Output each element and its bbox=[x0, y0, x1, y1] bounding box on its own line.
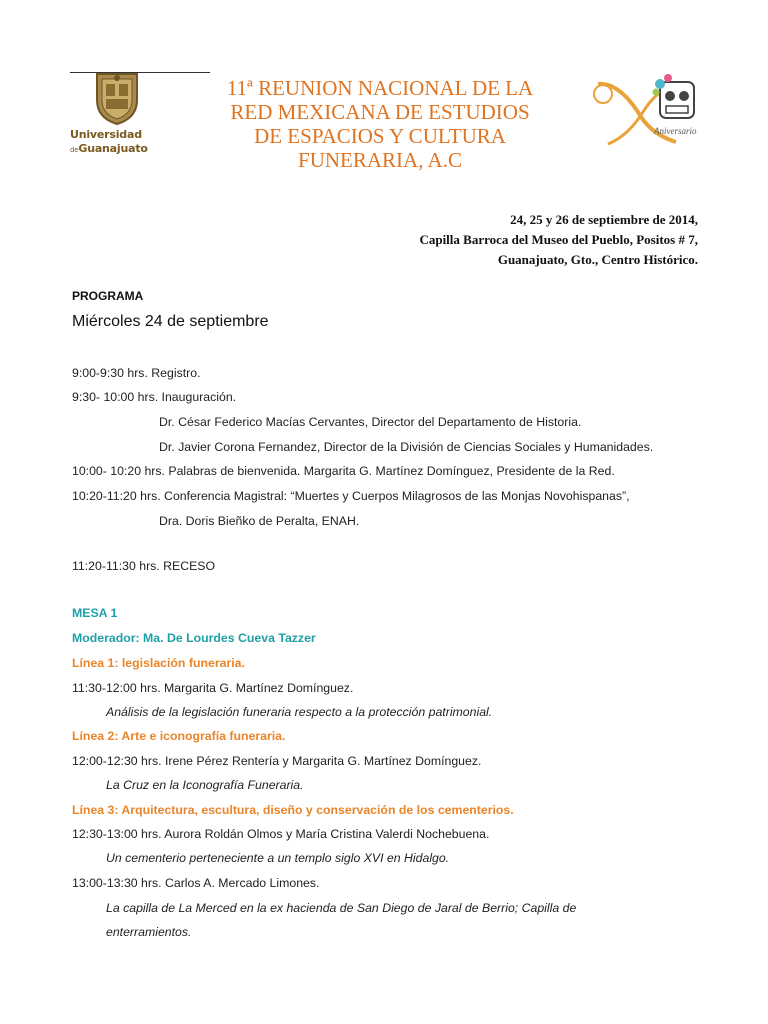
event-dates: 24, 25 y 26 de septiembre de 2014, bbox=[510, 212, 698, 227]
title-line: 11ª REUNION NACIONAL DE LA bbox=[226, 76, 534, 100]
schedule-line: 10:20-11:20 hrs. Conferencia Magistral: “Muertes y Cuerpos Milagrosos de las Monjas Novohispanas”, bbox=[72, 489, 630, 503]
page-title bbox=[210, 76, 550, 172]
program-heading: PROGRAMA bbox=[72, 289, 144, 303]
logo-text-small: de bbox=[70, 146, 79, 154]
day-heading: Miércoles 24 de septiembre bbox=[72, 313, 269, 330]
logo-text-line1: Universidad bbox=[70, 128, 142, 141]
talk-time-speaker: 13:00-13:30 hrs. Carlos A. Mercado Limones. bbox=[72, 876, 320, 890]
event-city: Guanajuato, Gto., Centro Histórico. bbox=[497, 252, 698, 267]
talk-time-speaker: 12:30-13:00 hrs. Aurora Roldán Olmos y María Cristina Valerdi Nochebuena. bbox=[72, 827, 490, 841]
schedule-line: 9:00-9:30 hrs. Registro. bbox=[72, 366, 201, 380]
mesa-title: MESA 1 bbox=[72, 606, 118, 620]
talk-title: enterramientos. bbox=[106, 925, 192, 939]
mesa-moderator: Moderador: Ma. De Lourdes Cueva Tazzer bbox=[72, 631, 316, 645]
schedule-line: Dra. Doris Bieñko de Peralta, ENAH. bbox=[159, 514, 360, 528]
talk-time-speaker: 11:30-12:00 hrs. Margarita G. Martínez Domínguez. bbox=[72, 681, 354, 695]
logo-text-line2 bbox=[70, 142, 170, 155]
title-line: RED MEXICANA DE ESTUDIOS bbox=[230, 100, 530, 124]
crest-icon bbox=[92, 70, 142, 126]
event-info bbox=[258, 210, 698, 270]
anniversary-x-icon bbox=[588, 72, 708, 152]
talk-title: Un cementerio perteneciente a un templo siglo XVI en Hidalgo. bbox=[106, 851, 450, 865]
schedule-line: 11:20-11:30 hrs. RECESO bbox=[72, 559, 216, 573]
anniversary-logo bbox=[588, 72, 708, 152]
talk-time-speaker: 12:00-12:30 hrs. Irene Pérez Rentería y Margarita G. Martínez Domínguez. bbox=[72, 754, 482, 768]
title-line: FUNERARIA, A.C bbox=[298, 148, 462, 172]
anniversary-text: Aniversario bbox=[654, 126, 697, 136]
schedule-line: 9:30- 10:00 hrs. Inauguración. bbox=[72, 390, 237, 404]
event-venue: Capilla Barroca del Museo del Pueblo, Positos # 7, bbox=[419, 232, 698, 247]
line-topic: Línea 1: legislación funeraria. bbox=[72, 656, 245, 670]
title-line: DE ESPACIOS Y CULTURA bbox=[254, 124, 506, 148]
schedule-line: Dr. Javier Corona Fernandez, Director de la División de Ciencias Sociales y Humanidades. bbox=[159, 440, 654, 454]
schedule-line: 10:00- 10:20 hrs. Palabras de bienvenida. Margarita G. Martínez Domínguez, Presidente de la Red. bbox=[72, 464, 615, 478]
universidad-guanajuato-logo bbox=[70, 70, 170, 158]
schedule-line: Dr. César Federico Macías Cervantes, Director del Departamento de Historia. bbox=[159, 415, 582, 429]
line-topic: Línea 3: Arquitectura, escultura, diseño y conservación de los cementerios. bbox=[72, 803, 514, 817]
talk-title: La capilla de La Merced en la ex hacienda de San Diego de Jaral de Berrio; Capilla de bbox=[106, 901, 577, 915]
talk-title: La Cruz en la Iconografía Funeraria. bbox=[106, 778, 304, 792]
talk-title: Análisis de la legislación funeraria respecto a la protección patrimonial. bbox=[106, 705, 493, 719]
logo-text-main: Guanajuato bbox=[78, 142, 148, 155]
line-topic: Línea 2: Arte e iconografía funeraria. bbox=[72, 729, 286, 743]
